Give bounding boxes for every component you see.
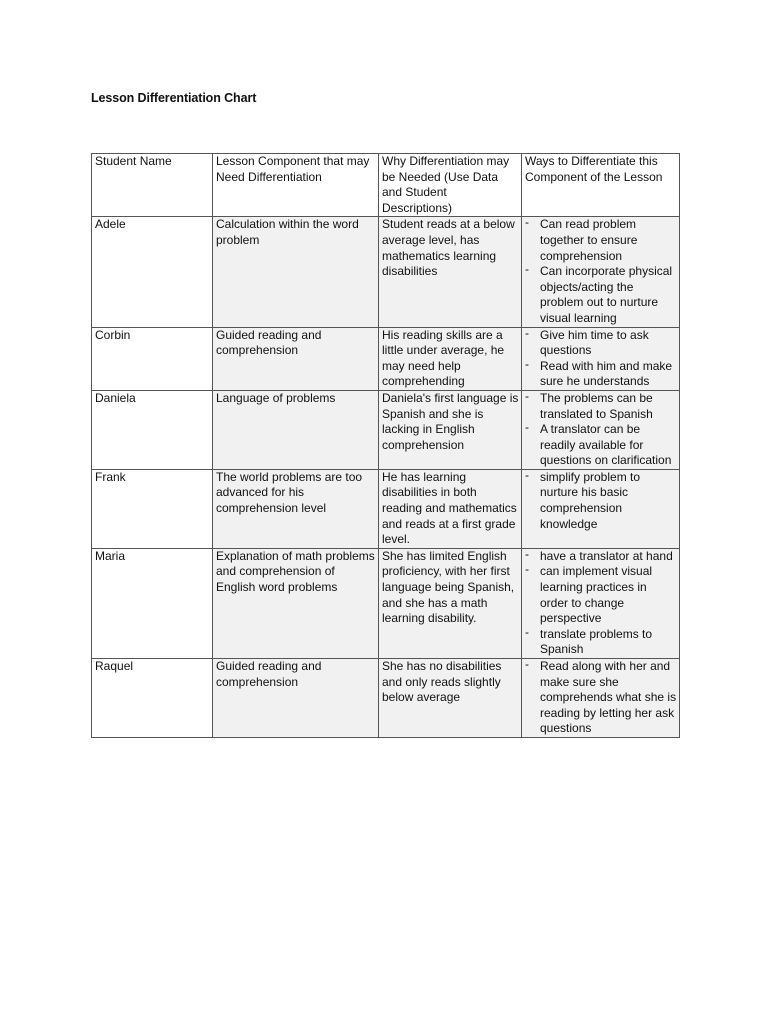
header-student-name: Student Name: [92, 154, 213, 217]
table-row: [92, 659, 680, 738]
ways-item-text: can implement visual learning practices in order to change perspective: [540, 564, 653, 626]
student-name-cell: Frank: [92, 469, 213, 548]
lesson-component-cell: Guided reading and comprehension: [213, 327, 379, 390]
dash-bullet-icon: -: [525, 546, 529, 561]
ways-cell: [522, 548, 680, 658]
ways-list-item: [525, 264, 677, 326]
ways-list-item: [525, 422, 677, 469]
ways-list: [525, 659, 677, 737]
dash-bullet-icon: -: [525, 562, 529, 577]
why-cell: Student reads at a below average level, has mathematics learning disabilities: [379, 217, 522, 327]
ways-list: [525, 546, 677, 658]
ways-item-text: The problems can be translated to Spanish: [540, 390, 653, 421]
dash-bullet-icon: -: [525, 420, 529, 435]
ways-cell: [522, 659, 680, 738]
ways-item-text: Can read problem together to ensure comprehension: [540, 217, 638, 263]
lesson-component-cell: Calculation within the word problem: [213, 217, 379, 327]
why-cell: She has no disabilities and only reads slightly below average: [379, 659, 522, 738]
ways-list: [525, 388, 677, 469]
table-row: [92, 548, 680, 658]
table-row: [92, 327, 680, 390]
dash-bullet-icon: -: [525, 467, 529, 482]
ways-list-item: [525, 624, 677, 658]
ways-item-text: Can incorporate physical objects/acting the problem out to nurture visual learning: [540, 264, 673, 325]
ways-item-text: simplify problem to nurture his basic comprehension knowledge: [540, 469, 641, 531]
dash-bullet-icon: -: [525, 262, 529, 277]
why-cell: His reading skills are a little under average, he may need help comprehending: [379, 327, 522, 390]
table-row: [92, 217, 680, 327]
ways-list: [525, 467, 677, 532]
ways-list: [525, 217, 677, 326]
ways-item-text: have a translator at hand: [540, 548, 673, 563]
differentiation-table: [91, 153, 680, 738]
header-ways-to-differentiate: Ways to Differentiate this Component of the Lesson: [522, 154, 680, 217]
lesson-component-cell: The world problems are too advanced for his comprehension level: [213, 469, 379, 548]
student-name-cell: Daniela: [92, 390, 213, 469]
why-cell: He has learning disabilities in both reading and mathematics and reads at a first grade level.: [379, 469, 522, 548]
student-name-cell: Raquel: [92, 659, 213, 738]
student-name-cell: Adele: [92, 217, 213, 327]
table-header-row: [92, 154, 680, 217]
ways-cell: [522, 217, 680, 327]
ways-list-item: [525, 356, 677, 390]
header-why-differentiation: Why Differentiation may be Needed (Use Data and Student Descriptions): [379, 154, 522, 217]
dash-bullet-icon: -: [525, 388, 529, 403]
ways-list: [525, 325, 677, 390]
why-cell: She has limited English proficiency, with her first language being Spanish, and she has a math learning disability.: [379, 548, 522, 658]
ways-list-item: [525, 217, 677, 264]
document-title: Lesson Differentiation Chart: [91, 91, 257, 105]
ways-list-item: [525, 325, 677, 359]
lesson-component-cell: Explanation of math problems and comprehension of English word problems: [213, 548, 379, 658]
ways-cell: [522, 327, 680, 390]
ways-list-item: [525, 388, 677, 422]
lesson-component-cell: Guided reading and comprehension: [213, 659, 379, 738]
ways-list-item: [525, 546, 677, 565]
ways-item-text: Read with him and make sure he understands: [540, 358, 673, 389]
table-row: [92, 469, 680, 548]
ways-item-text: translate problems to Spanish: [540, 626, 653, 657]
why-cell: Daniela's first language is Spanish and she is lacking in English comprehension: [379, 390, 522, 469]
ways-list-item: [525, 659, 677, 737]
table-row: [92, 390, 680, 469]
student-name-cell: Maria: [92, 548, 213, 658]
dash-bullet-icon: -: [525, 657, 529, 671]
dash-bullet-icon: -: [525, 325, 529, 340]
dash-bullet-icon: -: [525, 624, 529, 639]
ways-cell: [522, 390, 680, 469]
dash-bullet-icon: -: [525, 215, 529, 230]
header-lesson-component: Lesson Component that may Need Differentiation: [213, 154, 379, 217]
ways-list-item: [525, 467, 677, 532]
lesson-component-cell: Language of problems: [213, 390, 379, 469]
ways-item-text: A translator can be readily available for questions on clarification: [540, 422, 672, 468]
dash-bullet-icon: -: [525, 356, 529, 371]
ways-cell: [522, 469, 680, 548]
student-name-cell: Corbin: [92, 327, 213, 390]
ways-list-item: [525, 564, 677, 626]
ways-item-text: Give him time to ask questions: [540, 327, 649, 358]
ways-item-text: Read along with her and make sure she comprehends what she is reading by letting her ask questions: [540, 659, 677, 736]
